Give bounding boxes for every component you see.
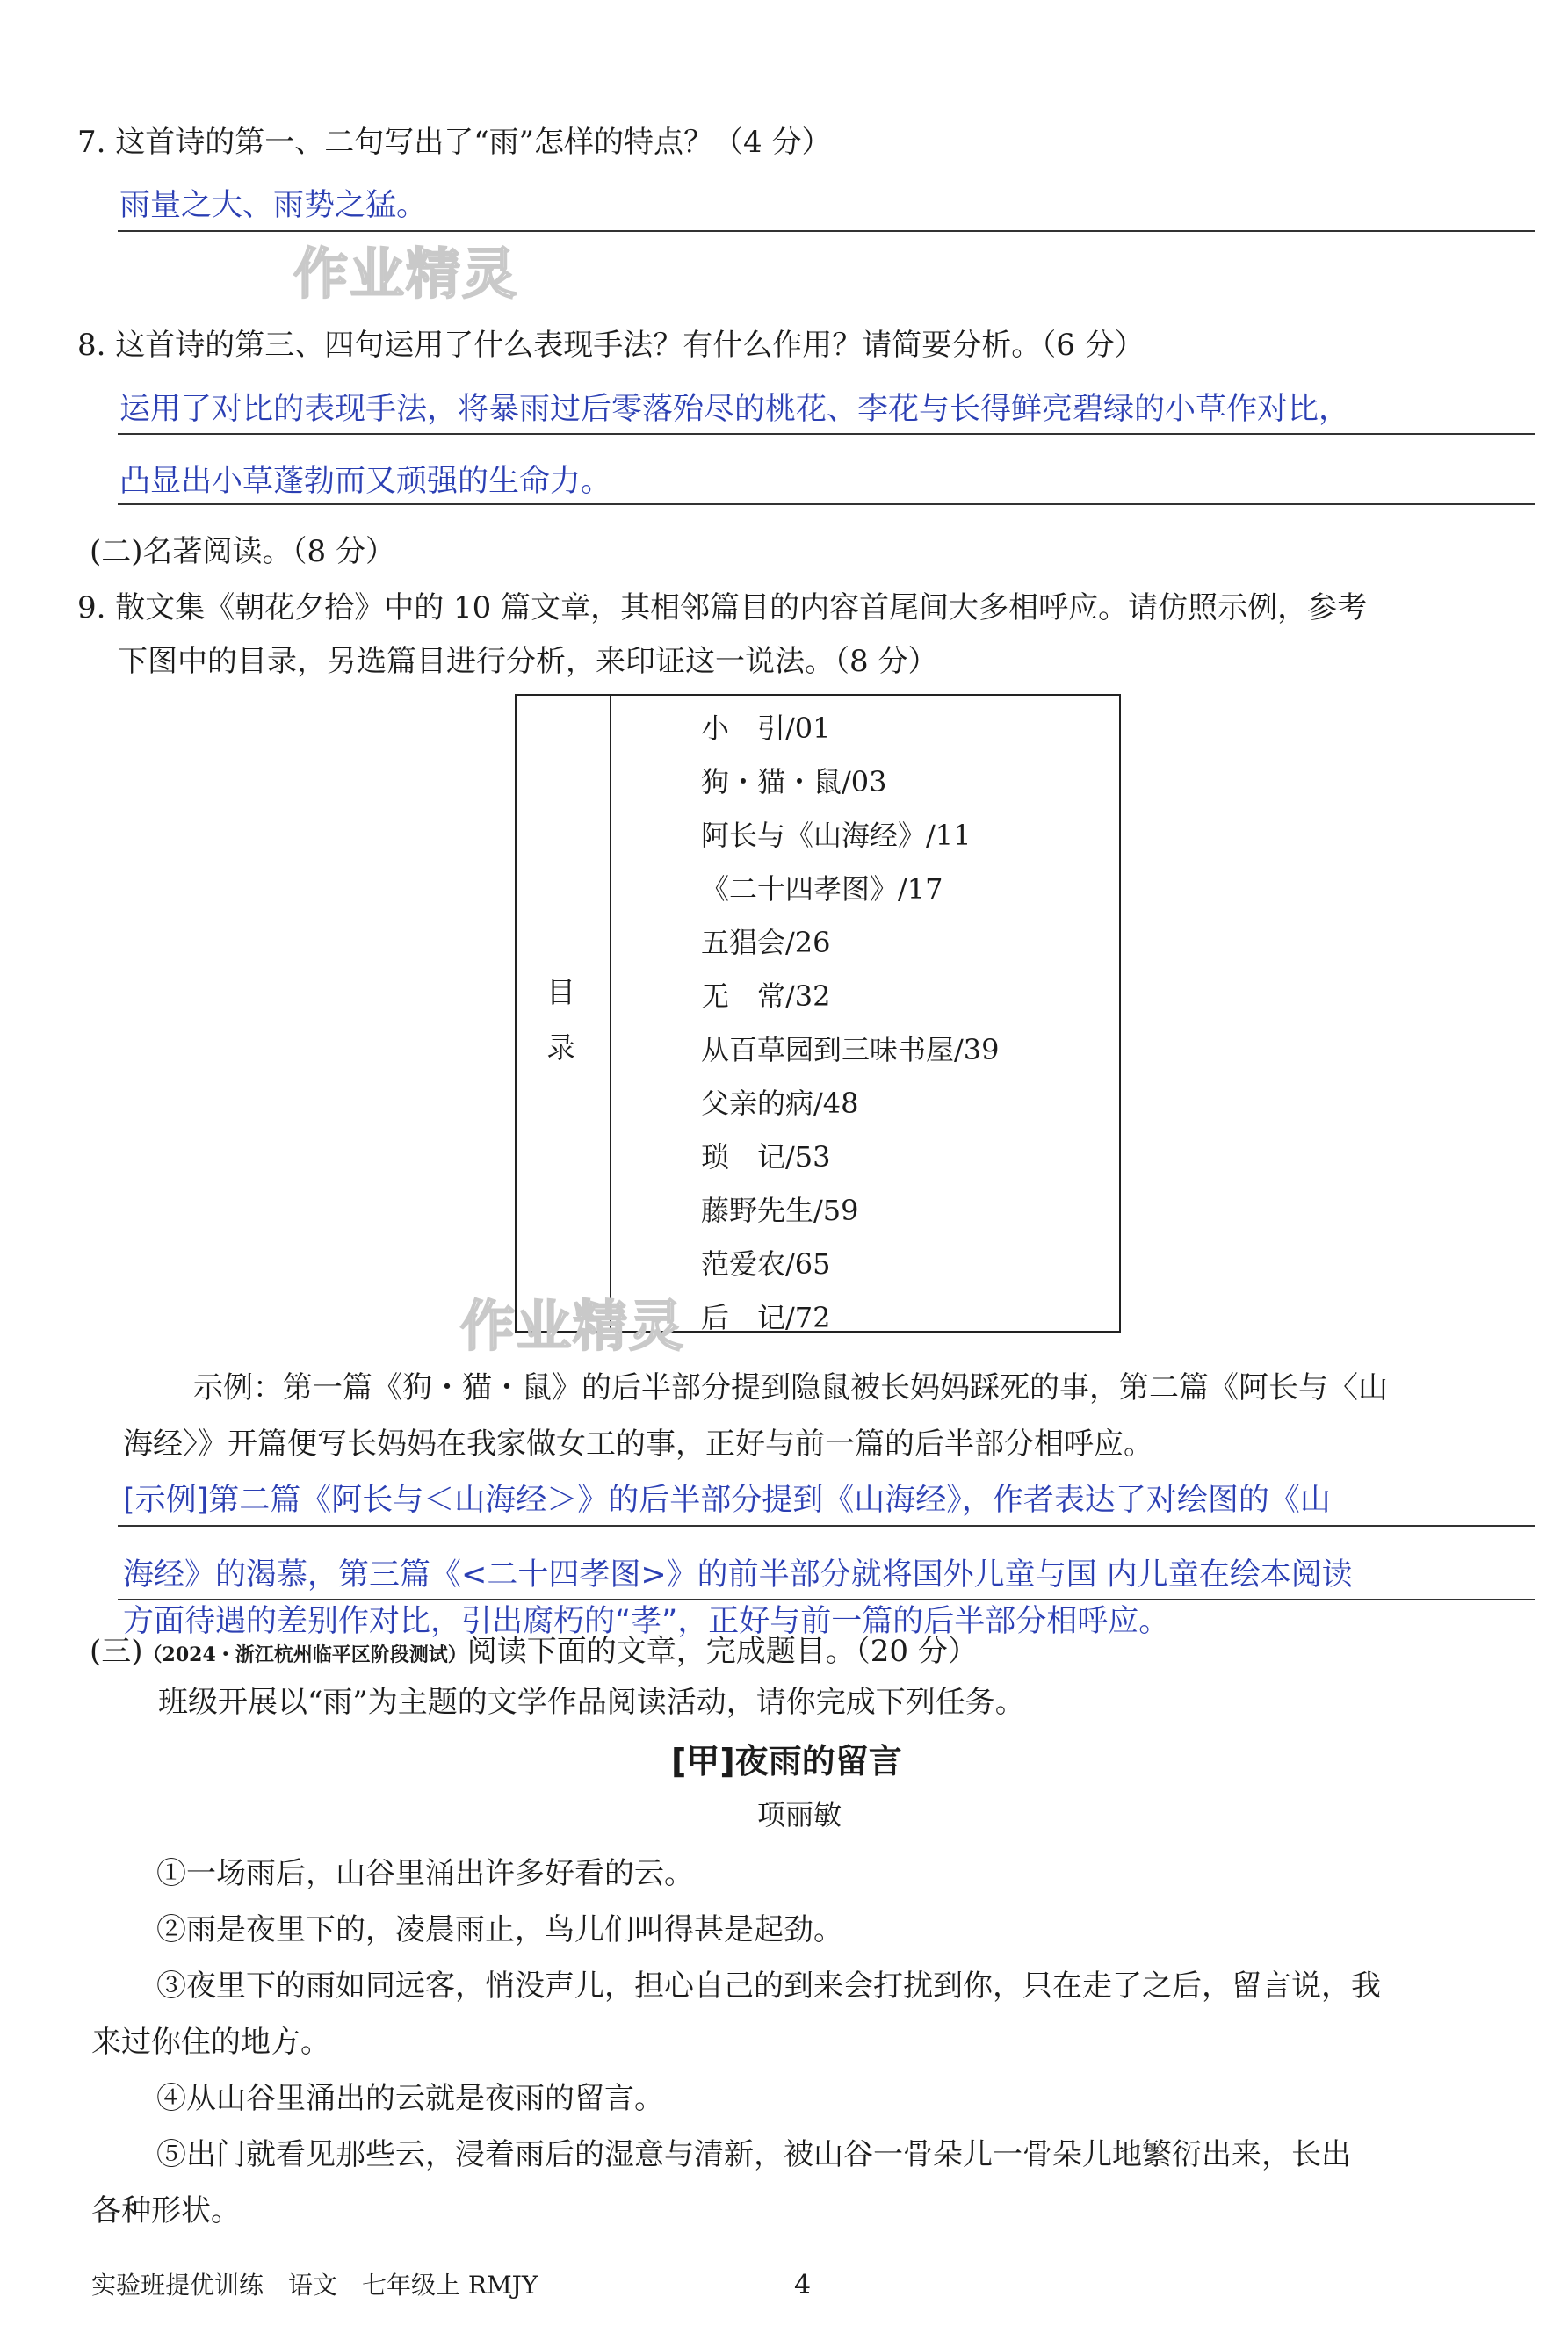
footer-book-title: 实验班提优训练 语文 七年级上 RMJY (91, 2271, 538, 2300)
passage-paragraph-3-line-2: 来过你住的地方。 (91, 2025, 330, 2060)
passage-paragraph-2: ②雨是夜里下的，凌晨雨止，鸟儿们叫得甚是起劲。 (156, 1912, 843, 1947)
passage-paragraph-4: ④从山谷里涌出的云就是夜雨的留言。 (156, 2081, 664, 2116)
toc-divider (610, 696, 611, 1331)
toc-item: 父亲的病/48 (701, 1087, 859, 1120)
passage-paragraph-5-line-2: 各种形状。 (91, 2193, 241, 2228)
toc-item: 范爱农/65 (701, 1247, 831, 1281)
passage-author: 项丽敏 (757, 1798, 842, 1831)
section-3-title: 阅读下面的文章，完成题目。（20 分） (466, 1634, 978, 1669)
q7-answer: 雨量之大、雨势之猛。 (119, 188, 428, 223)
section-3-source: （2024・浙江杭州临平区阶段测试） (142, 1643, 467, 1666)
q8-answer-line-1: 运用了对比的表现手法，将暴雨过后零落殆尽的桃花、李花与长得鲜亮碧绿的小草作对比， (119, 392, 1350, 427)
passage-paragraph-5-line-1: ⑤出门就看见那些云，浸着雨后的湿意与清新，被山谷一骨朵儿一骨朵儿地繁衍出来，长出 (156, 2137, 1351, 2172)
section-3-intro: 班级开展以“雨”为主题的文学作品阅读活动，请你完成下列任务。 (158, 1685, 1025, 1720)
example-line-1: 示例：第一篇《狗・猫・鼠》的后半部分提到隐鼠被长妈妈踩死的事，第二篇《阿长与〈山 (193, 1370, 1388, 1405)
toc-item: 阿长与《山海经》/11 (701, 819, 972, 852)
section-3-header (90, 1627, 978, 1670)
toc-table (515, 694, 1121, 1333)
section-2-title: (二)名著阅读。（8 分） (90, 534, 395, 569)
answer-rule (118, 1525, 1535, 1527)
toc-item: 《二十四孝图》/17 (701, 872, 943, 906)
example-line-2: 海经〉》开篇便写长妈妈在我家做女工的事，正好与前一篇的后半部分相呼应。 (123, 1427, 1153, 1462)
q7-question: 7. 这首诗的第一、二句写出了“雨”怎样的特点？（4 分） (77, 125, 832, 160)
q9-answer-line-3: 方面待遇的差别作对比，引出腐朽的“孝”，正好与前一篇的后半部分相呼应。 (123, 1604, 1170, 1639)
q9-answer-line-2: 海经》的渴慕，第三篇《<二十四孝图>》的前半部分就将国外儿童与国 内儿童在绘本阅读 (123, 1557, 1353, 1593)
toc-label-1: 目 (546, 975, 575, 1009)
q8-question: 8. 这首诗的第三、四句运用了什么表现手法？有什么作用？请简要分析。（6 分） (77, 328, 1145, 363)
passage-tag: [甲] (671, 1742, 735, 1781)
q9-line-1: 9. 散文集《朝花夕拾》中的 10 篇文章，其相邻篇目的内容首尾间大多相呼应。请仿照示例，参考 (77, 590, 1368, 625)
watermark: 作业精灵 (460, 1294, 686, 1358)
answer-rule (118, 433, 1535, 435)
section-3-prefix: (三) (90, 1634, 143, 1669)
toc-item: 狗・猫・鼠/03 (701, 765, 887, 798)
passage-title: [甲]夜雨的留言 (671, 1742, 902, 1781)
passage-paragraph-1: ①一场雨后，山谷里涌出许多好看的云。 (156, 1856, 694, 1891)
answer-rule (118, 503, 1535, 505)
page-number: 4 (794, 2270, 812, 2301)
toc-item: 从百草园到三味书屋/39 (701, 1033, 1000, 1066)
toc-item: 无 常/32 (701, 979, 831, 1013)
watermark: 作业精灵 (293, 242, 519, 306)
toc-item: 琐 记/53 (701, 1140, 831, 1174)
passage-paragraph-3-line-1: ③夜里下的雨如同远客，悄没声儿，担心自己的到来会打扰到你，只在走了之后，留言说，我 (156, 1968, 1381, 2004)
q9-line-2: 下图中的目录，另选篇目进行分析，来印证这一说法。（8 分） (118, 644, 938, 679)
toc-item: 藤野先生/59 (701, 1194, 859, 1227)
toc-item: 小 引/01 (701, 712, 831, 745)
toc-item: 后 记/72 (701, 1301, 831, 1334)
q9-answer-line-1: [示例]第二篇《阿长与＜山海经＞》的后半部分提到《山海经》，作者表达了对绘图的《山 (123, 1483, 1331, 1518)
toc-item: 五猖会/26 (701, 926, 831, 959)
q8-answer-line-2: 凸显出小草蓬勃而又顽强的生命力。 (119, 464, 612, 499)
toc-label-2: 录 (546, 1030, 575, 1065)
